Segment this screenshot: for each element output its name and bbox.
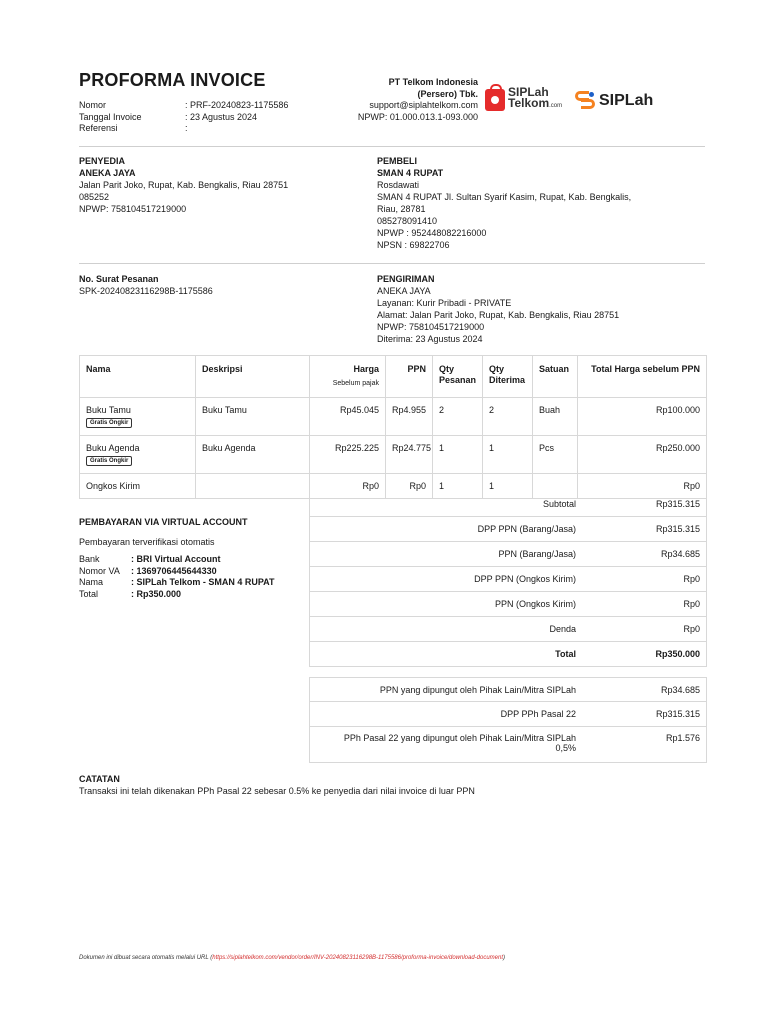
document-url-link[interactable]: https://siplahtelkom.com/vendor/order/INV-20240823116298B-1175586/proforma-invoice/download-document [212,955,504,961]
catatan-block: CATATAN Transaksi ini telah dikenakan PPh Pasal 22 sebesar 0.5% ke penyedia dari nilai invoice di luar PPN [79,774,475,796]
company-npwp: NPWP: 01.000.013.1-093.000 [357,111,478,122]
siplah-telkom-logo: SIPLah Telkom.com [485,87,562,112]
gratis-ongkir-badge: Gratis Ongkir [86,418,132,428]
invoice-meta [79,100,288,135]
meta-key: Nomor [79,100,107,110]
siplah-logo: SIPLah [575,91,653,111]
company-email: support@siplahtelkom.com [369,100,478,110]
gratis-ongkir-badge: Gratis Ongkir [86,456,132,466]
divider [79,263,705,264]
shopping-bag-icon [485,89,505,111]
company-info [358,77,478,123]
page-title: PROFORMA INVOICE [79,70,266,90]
summary-row: Subtotal Rp315.315 [309,492,707,517]
penyedia-block: PENYEDIA ANEKA JAYA Jalan Parit Joko, Rupat, Kab. Bengkalis, Riau 28751 085252 NPWP: 758104517219000 [79,156,289,214]
meta-value: : 23 Agustus 2024 [185,111,258,122]
meta-key: Referensi [79,123,118,133]
summary-row: DPP PPN (Barang/Jasa) Rp315.315 [309,517,707,542]
table-row: Buku Tamu Gratis Ongkir Buku Tamu Rp45.045 Rp4.955 2 2 Buah Rp100.000 [80,398,706,436]
surat-pesanan-block: No. Surat Pesanan SPK-20240823116298B-1175586 [79,274,213,296]
siplah-s-icon [575,91,595,111]
divider [79,146,705,147]
penyedia-name: ANEKA JAYA [79,168,136,178]
tax-summary-table [309,677,707,763]
summary-table [309,492,707,667]
summary-row: PPN yang dipungut oleh Pihak Lain/Mitra SIPLah Rp34.685 [309,677,707,702]
summary-row: PPN (Barang/Jasa) Rp34.685 [309,542,707,567]
summary-total-row: Total Rp350.000 [309,642,707,667]
summary-row: Denda Rp0 [309,617,707,642]
company-name: PT Telkom Indonesia [388,77,478,87]
summary-row: DPP PPh Pasal 22 Rp315.315 [309,702,707,727]
pengiriman-block: PENGIRIMAN ANEKA JAYA Layanan: Kurir Pribadi - PRIVATE Alamat: Jalan Parit Joko, Rupat, Kab. Bengkalis, Riau 28751 NPWP: 758104517219000 Diterima: 23 Agustus 2024 [377,274,620,344]
summary-row: DPP PPN (Ongkos Kirim) Rp0 [309,567,707,592]
summary-row: PPN (Ongkos Kirim) Rp0 [309,592,707,617]
payment-block: PEMBAYARAN VIA VIRTUAL ACCOUNT Pembayaran terverifikasi otomatis Bank : BRI Virtual Account Nomor VA : 1369706445644330 Nama : SIPLah Telkom - SMAN 4 RUPAT Total : Rp350.000 [79,517,275,599]
pembeli-block: PEMBELI SMAN 4 RUPAT Rosdawati SMAN 4 RUPAT Jl. Sultan Syarif Kasim, Rupat, Kab. Bengkalis, Riau, 28781 085278091410 NPWP : 952448082216000 NPSN : 69822706 [377,156,632,250]
items-table [79,355,707,499]
table-row: Buku Agenda Gratis Ongkir Buku Agenda Rp225.225 Rp24.775 1 1 Pcs Rp250.000 [80,436,706,474]
table-row: Ongkos Kirim Rp0 Rp0 1 1 Rp0 [80,474,706,498]
summary-row: PPh Pasal 22 yang dipungut oleh Pihak Lain/Mitra SIPLah 0,5% Rp1.576 [309,727,707,763]
footer-note: Dokumen ini dibuat secara otomatis melalui URL (https://siplahtelkom.com/vendor/order/INV-20240823116298B-1175586/proforma-invoice/download-document) [79,955,506,961]
payment-subtitle: Pembayaran terverifikasi otomatis [79,536,215,547]
payment-title: PEMBAYARAN VIA VIRTUAL ACCOUNT [79,517,248,527]
company-name-suffix: (Persero) Tbk. [417,88,478,99]
catatan-text: Transaksi ini telah dikenakan PPh Pasal 22 sebesar 0.5% ke penyedia dari nilai invoice di luar PPN [79,786,475,796]
meta-value: : [185,123,188,133]
meta-value: : PRF-20240823-1175586 [185,100,289,110]
table-header: Nama Deskripsi Harga Sebelum pajak PPN Qty Pesanan Qty Diterima Satuan Total Harga sebelum PPN [80,356,706,398]
pembeli-name: SMAN 4 RUPAT [377,168,444,178]
meta-key: Tanggal Invoice [79,111,142,122]
